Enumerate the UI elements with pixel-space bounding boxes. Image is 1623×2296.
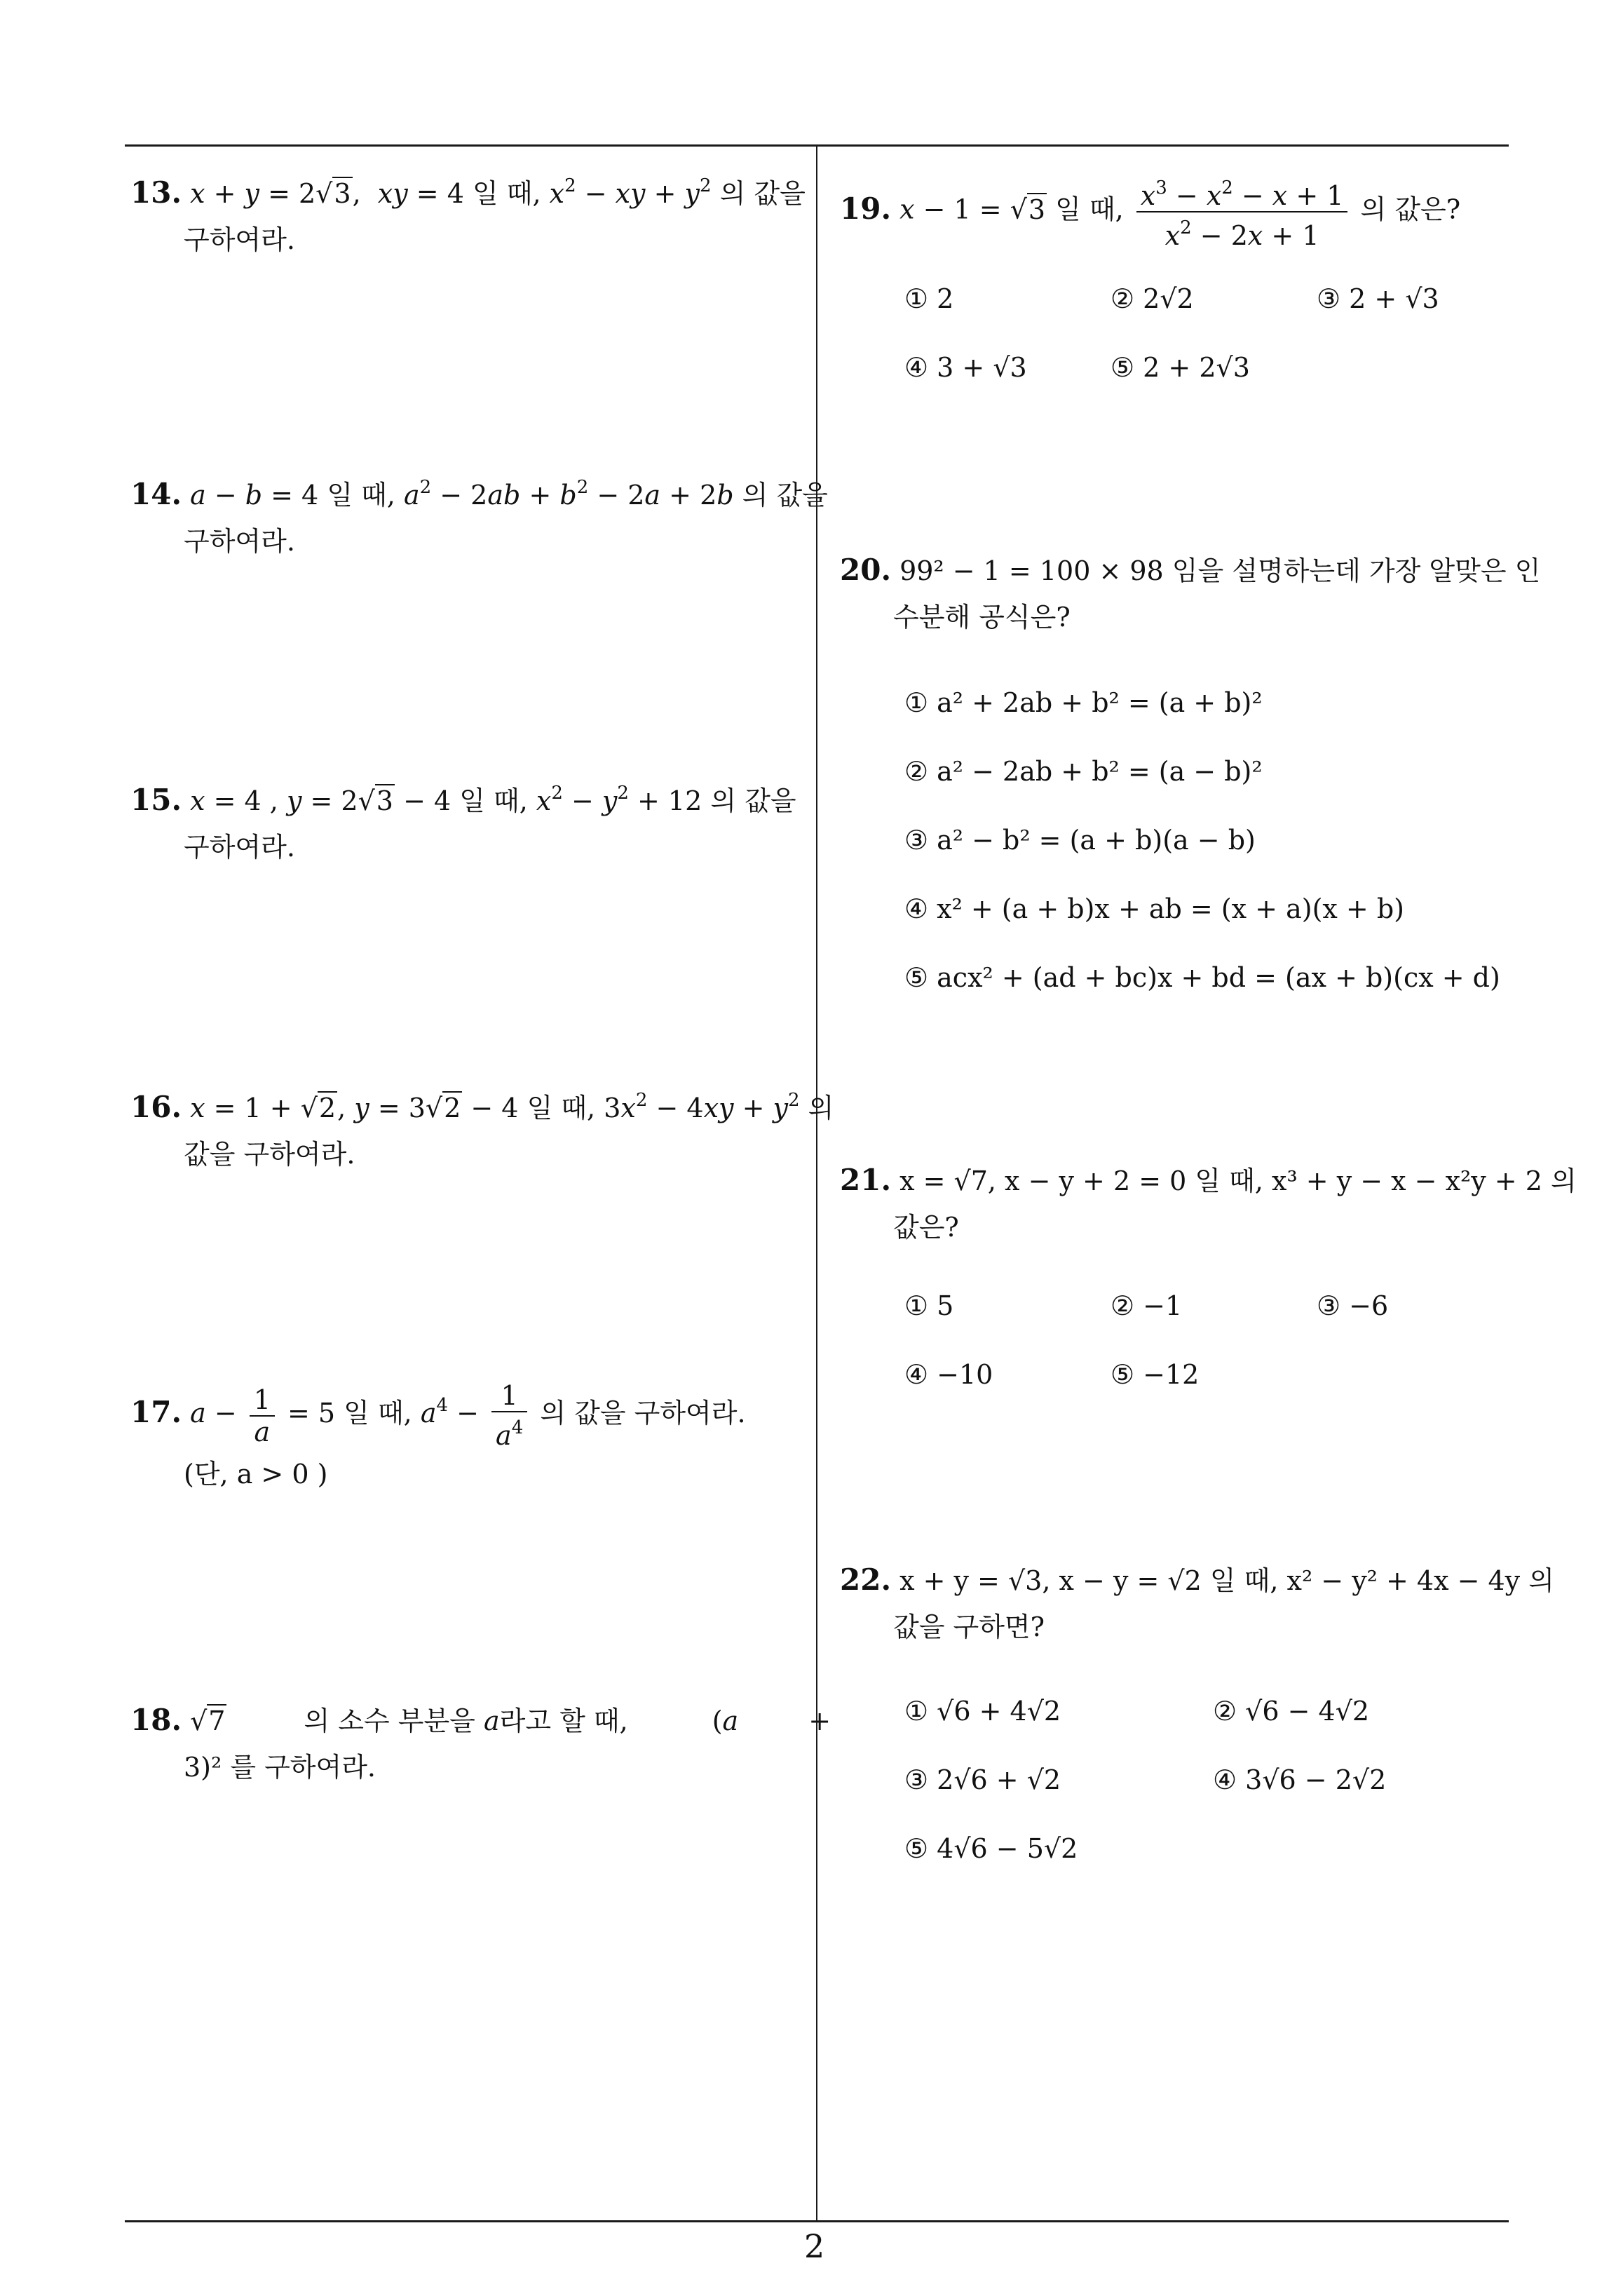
question-20	[840, 547, 1540, 640]
question-number: 16.	[130, 1090, 182, 1124]
page-number: 2	[804, 2227, 825, 2265]
question-number: 15.	[130, 783, 182, 817]
question-text: 3)² 를 구하여라.	[184, 1752, 376, 1783]
question-number: 13.	[130, 175, 182, 210]
question-21	[840, 1157, 1577, 1250]
option-2[interactable]: ② a² − 2ab + b² = (a − b)²	[904, 756, 1263, 787]
question-17: 17. a − $\frac{1}{a}$ = 5 일 때, $a^4$ − $\frac{1}{a^4}$ 의 값을 구하여라. (단, a > 0 )	[130, 1380, 746, 1497]
option-2[interactable]: ② 2√2	[1111, 283, 1194, 314]
option-1[interactable]: ① 5	[904, 1290, 954, 1321]
option-3[interactable]: ③ 2 + √3	[1317, 283, 1439, 314]
question-number: 19.	[840, 191, 892, 226]
question-text: 값을 구하여라.	[184, 1139, 355, 1170]
question-number: 20.	[840, 553, 892, 587]
question-number: 14.	[130, 477, 182, 511]
option-4[interactable]: ④ 3 + √3	[904, 352, 1027, 383]
question-text: 구하여라.	[184, 526, 295, 557]
question-18: 18. √7 의 소수 부분을 a라고 할 때, (a + 3)² 를 구하여라.	[130, 1697, 831, 1790]
question-condition: (단, a > 0 )	[184, 1459, 328, 1490]
option-4[interactable]: ④ x² + (a + b)x + ab = (x + a)(x + b)	[904, 893, 1404, 924]
option-5[interactable]: ⑤ 4√6 − 5√2	[904, 1833, 1078, 1864]
option-3[interactable]: ③ −6	[1317, 1290, 1389, 1321]
option-2[interactable]: ② −1	[1111, 1290, 1183, 1321]
question-text: 구하여라.	[184, 832, 295, 863]
option-1[interactable]: ① a² + 2ab + b² = (a + b)²	[904, 687, 1263, 718]
question-text: x + y = √3, x − y = √2 일 때, x² − y² + 4x − 4y 의	[899, 1565, 1554, 1596]
question-15: 15. x = 4 , y = 2√3 − 4 일 때, $x^2 - y^2 + 12$ 의 값을 구하여라.	[130, 770, 796, 870]
column-divider	[816, 144, 817, 2222]
option-4[interactable]: ④ 3√6 − 2√2	[1213, 1764, 1387, 1795]
question-number: 18.	[130, 1703, 182, 1737]
question-text: 구하여라.	[184, 224, 295, 255]
option-1[interactable]: ① 2	[904, 283, 954, 314]
question-text: x = √7, x − y + 2 = 0 일 때, x³ + y − x − x²y + 2 의	[899, 1166, 1577, 1196]
question-16: 16. x = 1 + √2, y = 3√2 − 4 일 때, $3x^2 - 4xy + y^2$ 의 값을 구하여라.	[130, 1077, 834, 1177]
question-22	[840, 1557, 1554, 1650]
bottom-rule	[125, 2220, 1509, 2222]
question-number: 17.	[130, 1395, 182, 1429]
question-text: 99² − 1 = 100 × 98 임을 설명하는데 가장 알맞은 인	[899, 555, 1541, 586]
question-19: 19. x − 1 = √3 일 때, $\frac{x^3 - x^2 - x + 1}{x^2 - 2x + 1}$ 의 값은?	[840, 173, 1460, 251]
question-text-cont: 값은?	[893, 1212, 959, 1243]
option-2[interactable]: ② √6 − 4√2	[1213, 1696, 1370, 1727]
question-text-cont: 값을 구하면?	[893, 1612, 1045, 1642]
question-13: 13. x + y = 2√3, xy = 4 일 때, $x^2$ − xy + $y^2$ 의 값을 구하여라.	[130, 163, 806, 263]
option-5[interactable]: ⑤ 2 + 2√3	[1111, 352, 1250, 383]
question-text-cont: 수분해 공식은?	[893, 602, 1071, 633]
question-number: 22.	[840, 1562, 892, 1597]
question-14: 14. a − b = 4 일 때, $a^2 - 2ab + b^2 - 2a + 2b$ 의 값을 구하여라.	[130, 464, 828, 565]
option-5[interactable]: ⑤ −12	[1111, 1359, 1200, 1390]
option-1[interactable]: ① √6 + 4√2	[904, 1696, 1061, 1727]
option-3[interactable]: ③ 2√6 + √2	[904, 1764, 1061, 1795]
option-5[interactable]: ⑤ acx² + (ad + bc)x + bd = (ax + b)(cx + d)	[904, 962, 1500, 993]
option-4[interactable]: ④ −10	[904, 1359, 993, 1390]
option-3[interactable]: ③ a² − b² = (a + b)(a − b)	[904, 825, 1256, 856]
question-number: 21.	[840, 1163, 892, 1197]
